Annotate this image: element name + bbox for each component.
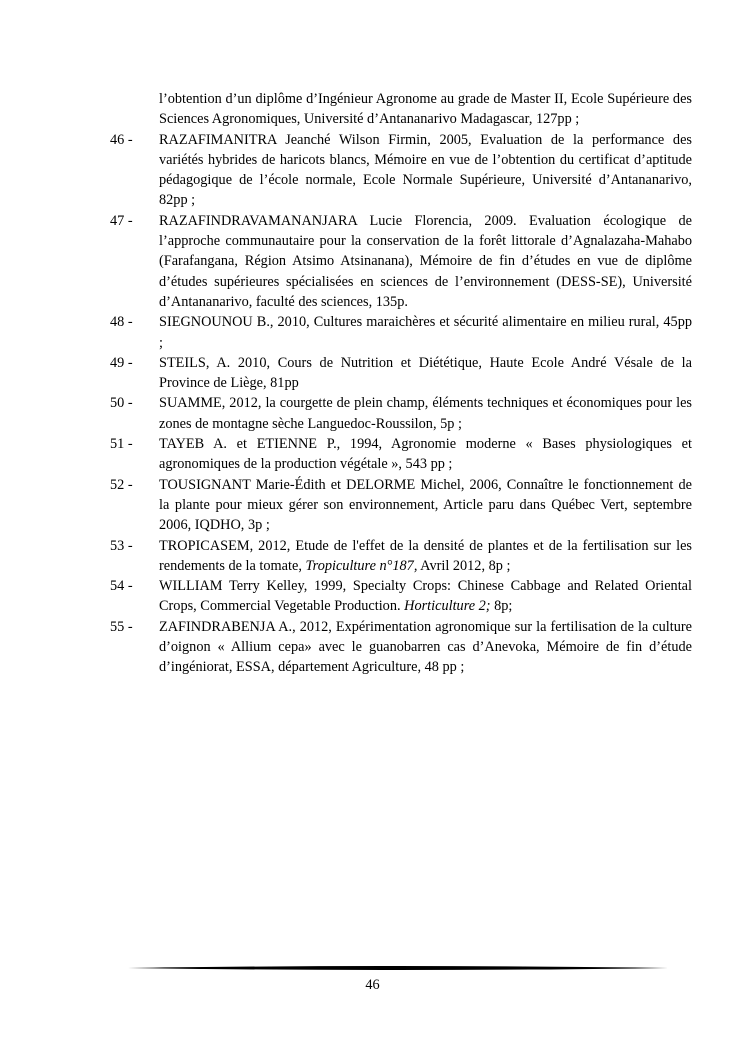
reference-text <box>159 475 692 536</box>
reference-continuation-text: l’obtention d’un diplôme d’Ingénieur Agronome au grade de Master II, Ecole Supérieure des Sciences Agronomiques, Université d’Antananarivo Madagascar, 127pp ; <box>159 91 692 128</box>
footer-divider <box>128 964 668 972</box>
reference-text <box>159 312 692 353</box>
reference-text <box>159 393 692 434</box>
reference-segment: STEILS, A. 2010, Cours de Nutrition et Diététique, Haute Ecole André Vésale de la Province de Liège, 81pp <box>159 354 692 392</box>
reference-segment: Avril 2012, 8p ; <box>417 557 511 574</box>
reference-segment: ZAFINDRABENJA A., 2012, Expérimentation agronomique sur la fertilisation de la culture d’oignon « Allium cepa» avec le guanobarren cas d’Anevoka, Mémoire de fin d’étude d’ingéniorat, ESSA, département Agriculture, 48 pp ; <box>159 618 692 676</box>
reference-number: 49 - <box>110 354 133 371</box>
reference-italic-segment: Horticulture 2; <box>404 598 491 615</box>
reference-text <box>159 536 692 577</box>
reference-segment: TAYEB A. et ETIENNE P., 1994, Agronomie moderne « Bases physiologiques et agronomiques de la production végétale », 543 pp ; <box>159 436 692 473</box>
reference-number: 52 - <box>110 476 133 493</box>
reference-entry <box>110 312 692 353</box>
reference-segment: SUAMME, 2012, la courgette de plein champ, éléments techniques et économiques pour les zones de montagne sèche Languedoc-Roussilon, 5p ; <box>159 395 692 432</box>
reference-entry <box>110 434 692 475</box>
reference-text <box>159 434 692 475</box>
reference-entry <box>110 211 692 312</box>
reference-number: 46 - <box>110 131 133 148</box>
reference-text <box>159 130 692 211</box>
reference-segment: RAZAFIMANITRA Jeanché Wilson Firmin, 2005, Evaluation de la performance des variétés hybrides de haricots blancs, Mémoire en vue de l’obtention du certificat d’aptitude pédagogique de l’école normale, Ecole Normale Supérieure, Université d’Antananarivo, 82pp ; <box>159 131 692 209</box>
page-number: 46 <box>365 977 380 993</box>
reference-segment: TROPICASEM, 2012, Etude de l'effet de la densité de plantes et de la fertilisation sur les rendements de la tomate, <box>159 537 692 574</box>
reference-number: 48 - <box>110 314 133 331</box>
reference-text <box>159 211 692 312</box>
reference-entry <box>110 576 692 617</box>
reference-entry <box>110 475 692 536</box>
reference-text <box>159 353 692 394</box>
reference-segment: TOUSIGNANT Marie-Édith et DELORME Michel, 2006, Connaître le fonctionnement de la plante pour mieux gérer son environnement, Article paru dans Québec Vert, septembre 2006, IQDHO, 3p ; <box>159 476 692 534</box>
reference-entry <box>110 393 692 434</box>
reference-text <box>159 617 692 678</box>
reference-entry <box>110 130 692 211</box>
reference-number: 54 - <box>110 578 133 595</box>
reference-number: 47 - <box>110 212 133 229</box>
reference-entry <box>110 617 692 678</box>
reference-number: 55 - <box>110 618 133 635</box>
reference-continuation <box>110 89 692 130</box>
reference-entry <box>110 536 692 577</box>
reference-number: 50 - <box>110 395 133 412</box>
reference-number: 53 - <box>110 537 133 554</box>
reference-entries <box>110 130 692 678</box>
reference-segment: SIEGNOUNOU B., 2010, Cultures maraichères et sécurité alimentaire en milieu rural, 45pp ; <box>159 314 692 351</box>
reference-text <box>159 576 692 617</box>
reference-list <box>110 89 692 678</box>
reference-segment: 8p; <box>490 598 513 615</box>
reference-entry <box>110 353 692 394</box>
reference-italic-segment: Tropiculture n°187, <box>305 557 418 574</box>
reference-number: 51 - <box>110 436 133 453</box>
reference-segment: RAZAFINDRAVAMANANJARA Lucie Florencia, 2009. Evaluation écologique de l’approche communautaire pour la conservation de la forêt littorale d’Agnalazaha-Mahabo (Farafangana, Région Atsimo Atsinanana), Mémoire de fin d’études en vue de diplôme d’études supérieures spécialisées en sciences de l’environnement (DESS-SE), Université d’Antananarivo, faculté des sciences, 135p. <box>159 212 692 310</box>
reference-segment: WILLIAM Terry Kelley, 1999, Specialty Crops: Chinese Cabbage and Related Oriental Crops, Commercial Vegetable Production. <box>159 578 692 615</box>
